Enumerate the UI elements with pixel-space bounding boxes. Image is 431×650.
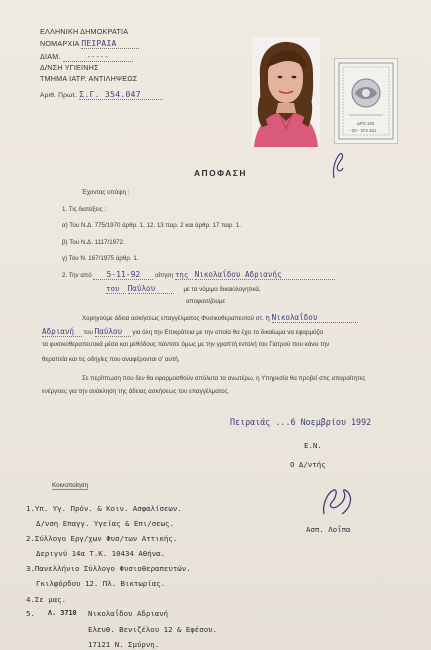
stamp-serial: - 00 - 374 451 [349, 128, 377, 133]
item-a: α) Του Ν.Δ. 775/1970 άρθρ. 1, 12, 13 παρ. 2 και άρθρ. 17 παρ. 1. [62, 222, 242, 229]
header-department: ΤΜΗΜΑ ΙΑΤΡ. ΑΝΤΙΛΗΨΕΩΣ [40, 74, 138, 83]
header-republic: ΕΛΛΗΝΙΚΗ ΔΗΜΟΚΡΑΤΙΑ [40, 27, 129, 36]
penalty-line-2: ενέργειες για την ανάκληση της άδειας ασκήσεως του επαγγέλματος. [42, 388, 230, 395]
header-diam [40, 52, 133, 62]
recipient-1: 1.Υπ. Υγ. Πρόν. & Κοιν. Ασφαλίσεων. [26, 504, 182, 513]
handwritten-signature-icon [318, 484, 358, 520]
header-protocol-label: Αριθ. Πρωτ. [40, 92, 78, 99]
grant-text-1: Χορηγούμε άδεια ασκήσεως επαγγέλματος Φυσικοθεραπευτού στ. [82, 315, 264, 322]
grant-hand-1: η [265, 313, 270, 322]
header-diam-value: ----- [63, 53, 133, 62]
request-word: αίτηση [155, 272, 174, 279]
item-b: β) Του Ν.Δ. 1117/1972. [62, 239, 125, 246]
distribution-label: Κοινοποίηση [52, 482, 89, 489]
item-c: γ) Του Ν. 167/1975 άρθρ. 1. [62, 255, 139, 262]
grant-hand-3: Αδριανή [42, 327, 82, 337]
decide-word: αποφασίζουμε [186, 298, 225, 305]
grant-hand-2: Νικολαΐδου [272, 313, 358, 323]
item-request-label: 2. Την από [62, 272, 92, 279]
recipient-2-sub: Δεριγνύ 14α Τ.Κ. 10434 Αθήνα. [36, 549, 166, 558]
revenue-stamp [334, 58, 398, 144]
header-protocol-value: Σ.Γ. 354.047 [79, 89, 163, 100]
grant-line-1 [82, 313, 358, 323]
grant-line-4: θεραπεία και τις οδηγίες που αναφέρονται σ' αυτή. [42, 356, 180, 363]
recipient-5-name: Νικολαΐδου Αδριανή [88, 609, 169, 618]
penalty-line-1: Σε περίπτωση που δεν θα εφαρμοσθούν απόλυτα τα ανωτέρω, η Υπηρεσία θα προβεί στις απαραίτητες [82, 375, 366, 382]
grant-text-2: του [83, 329, 93, 336]
request-father-line [106, 284, 261, 294]
grant-line-2 [42, 327, 323, 337]
request-father-article: του [106, 284, 126, 294]
request-article: της [175, 270, 193, 280]
recipient-5-code: Λ. 3710 [48, 609, 77, 617]
grant-line-3: τα φυσικοθεραπευτικά μέσα και μεθόδους πάντοτε όμως με την γραπτή εντολή του Γιατρού που κάνει την [42, 341, 330, 348]
signature-en: Ε.Ν. [304, 441, 322, 450]
recipient-1-sub: Δ/νση Επαγγ. Υγείας & Επι/σεως. [36, 519, 174, 528]
recipient-3: 3.Πανελλήνιο Σύλλογο Φυσιοθεραπευτών. [26, 564, 191, 573]
applicant-photo [252, 37, 320, 147]
request-date: 5-11-92 [93, 270, 153, 280]
stamp-value: ΔΡΧ.150 [357, 121, 375, 126]
request-father-name: Παύλου [128, 284, 174, 294]
header-prefecture [40, 39, 139, 49]
header-prefecture-label: ΝΟΜΑΡΧΙΑ [40, 39, 80, 48]
place-date: Πειραιάς ...6 Νοεμβρίου 1992 [230, 417, 372, 427]
recipient-5-address: Ελευθ. Βενιζέλου 12 & Εφέσου. [88, 625, 218, 634]
portrait-image [252, 37, 320, 147]
header-protocol [40, 89, 163, 100]
request-name: Νικολαΐδου Αδριανής [195, 270, 335, 280]
item-provisions: 1. Τις διατάξεις : [62, 206, 107, 213]
grant-hand-4: Παύλου [95, 327, 131, 337]
item-request-line [62, 270, 335, 280]
signature-director: Ο Δ/ντής [290, 460, 326, 469]
decision-title: ΑΠΟΦΑΣΗ [194, 168, 247, 178]
signature-name: Ασπ. Λοΐπα [306, 525, 351, 534]
initials-mark-icon [330, 150, 346, 180]
request-suffix: με τα νόμιμα δικαιολογητικά, [183, 286, 261, 293]
recipient-5-number: 5. [26, 609, 35, 618]
recipient-5-city: 17121 Ν. Σμύρνη. [88, 640, 160, 649]
recipient-2: 2.Σύλλογο Εργ/χων Φυσ/των Αττικής. [26, 534, 178, 543]
header-directorate: Δ/ΝΣΗ ΥΓΙΕΙΝΗΣ [40, 63, 99, 72]
grant-text-3: για όλη την Επικράτεια με την οποία θα έχει το δικαίωμα να εφαρμόζει [132, 329, 324, 336]
recipient-4: 4.Σε μας. [26, 595, 67, 604]
intro-text: Έχοντας υπόψη : [82, 189, 130, 196]
recipient-3-sub: Γκιλφόρδου 12. Πλ. Βικτωρίας. [36, 579, 166, 588]
header-prefecture-value: ΠΕΙΡΑΙΑ [81, 39, 139, 49]
header-diam-label: ΔΙΑΜ. [40, 52, 61, 61]
